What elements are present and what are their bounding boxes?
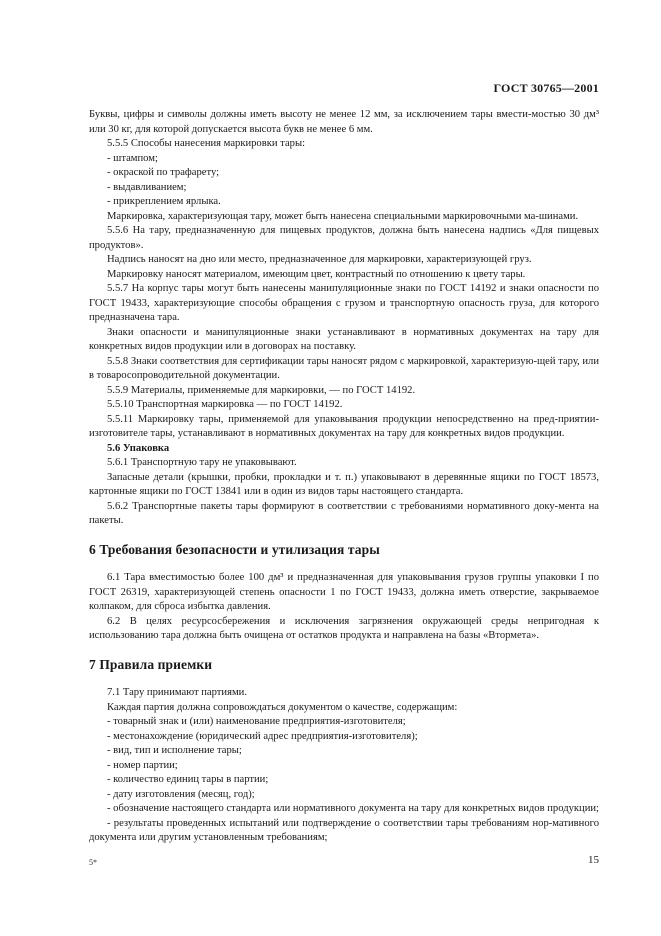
paragraph: - вид, тип и исполнение тары; <box>107 745 242 756</box>
paragraph: 5.6.2 Транспортные пакеты тары формируют в соответствии с требованиями нормативного доку-мента на пакеты. <box>89 500 599 526</box>
subsection-heading: 5.6 Упаковка <box>107 442 170 454</box>
paragraph: - дату изготовления (месяц, год); <box>107 788 255 800</box>
paragraph: 5.6.1 Транспортную тару не упаковывают. <box>107 457 297 468</box>
paragraph: 5.5.5 Способы нанесения маркировки тары: <box>107 138 306 149</box>
footer-mark: 5* <box>89 858 97 867</box>
section-heading: 7 Правила приемки <box>89 656 213 672</box>
paragraph: 5.5.11 Маркировку тары, применяемой для упаковывания продукции непосредственно на пред-приятии-изготовителе тары, устанавливают в нормативных документах на тару для конкретных видов продукции. <box>89 413 599 439</box>
paragraph: - обозначение настоящего стандарта или нормативного документа на тару для конкретных видов продукции; <box>107 803 599 814</box>
paragraph: - штампом; <box>107 152 158 164</box>
paragraph: Буквы, цифры и символы должны иметь высоту не менее 12 мм, за исключением тары вмести-мостью 30 дм³ или 30 кг, для которой допускается высота букв не менее 6 мм. <box>89 109 599 135</box>
paragraph: - количество единиц тары в партии; <box>107 774 269 785</box>
paragraph: Каждая партия должна сопровождаться документом о качестве, содержащим: <box>107 701 458 713</box>
paragraph: Знаки опасности и манипуляционные знаки устанавливают в нормативных документах на тару для конкретных видов продукции или в договорах на поставку. <box>89 326 599 352</box>
paragraph: - товарный знак и (или) наименование предприятия-изготовителя; <box>107 716 406 727</box>
paragraph: - окраской по трафарету; <box>107 167 220 178</box>
page-number: 15 <box>588 854 599 866</box>
document-header: ГОСТ 30765—2001 <box>493 81 599 95</box>
paragraph: Надпись наносят на дно или место, предназначенное для маркировки, характеризующей груз. <box>107 254 532 265</box>
paragraph: 5.5.7 На корпус тары могут быть нанесены манипуляционные знаки по ГОСТ 14192 и знаки опасности по ГОСТ 19433, характеризующие способы обращения с грузом и транспортную опасность груза, для которого предназначена тара. <box>89 283 599 323</box>
paragraph: Маркировку наносят материалом, имеющим цвет, контрастный по отношению к цвету тары. <box>107 268 526 280</box>
paragraph: - местонахождение (юридический адрес предприятия-изготовителя); <box>107 730 418 742</box>
paragraph: 6.2 В целях ресурсосбережения и исключения загрязнения окружающей среды непригодная к использованию тара должна быть очищена от остатков продукта и направлена на базы «Втормета». <box>89 615 599 641</box>
paragraph: Запасные детали (крышки, пробки, прокладки и т. п.) упаковывают в деревянные ящики по ГОСТ 18573, картонные ящики по ГОСТ 13841 или в один из видов тары настоящего стандарта. <box>89 471 599 497</box>
paragraph: 7.1 Тару принимают партиями. <box>107 687 247 698</box>
paragraph: - прикреплением ярлыка. <box>107 196 221 207</box>
paragraph: 5.5.10 Транспортная маркировка — по ГОСТ 14192. <box>107 399 343 410</box>
paragraph: 5.5.9 Материалы, применяемые для маркировки, — по ГОСТ 14192. <box>107 384 416 396</box>
paragraph: 5.5.8 Знаки соответствия для сертификации тары наносят рядом с маркировкой, характеризую-щей тару, или в товаросопроводительной документации. <box>89 355 599 381</box>
paragraph: 6.1 Тара вместимостью более 100 дм³ и предназначенная для упаковывания грузов группы упаковки I по ГОСТ 26319, характеризующей степень опасности 1 по ГОСТ 19433, должна иметь отверстие, закрываемое колпаком, для сброса избытка давления. <box>89 572 599 612</box>
paragraph: Маркировка, характеризующая тару, может быть нанесена специальными маркировочными ма-шинами. <box>107 210 579 222</box>
section-heading: 6 Требования безопасности и утилизация тары <box>89 541 380 557</box>
paragraph: - выдавливанием; <box>107 181 187 193</box>
document-body <box>89 108 599 846</box>
paragraph: 5.5.6 На тару, предназначенную для пищевых продуктов, должна быть нанесена надпись «Для пищевых продуктов». <box>89 225 599 251</box>
paragraph: - номер партии; <box>107 759 178 771</box>
paragraph: - результаты проведенных испытаний или подтверждение о соответствии тары требованиям нор-мативного документа или другим установленным требованиям; <box>89 817 599 843</box>
